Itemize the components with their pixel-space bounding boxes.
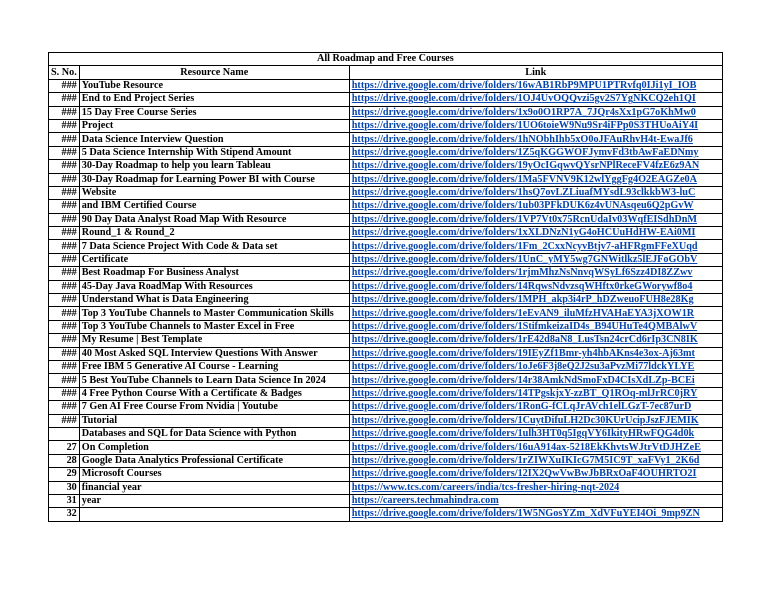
row-link[interactable]: https://drive.google.com/drive/folders/1RonG-fCLqJrAVch1elLGzT-7ec87urD bbox=[349, 401, 722, 414]
row-resource-name: Microsoft Courses bbox=[79, 468, 349, 481]
row-resource-name: YouTube Resource bbox=[79, 79, 349, 92]
row-resource-name: On Completion bbox=[79, 441, 349, 454]
row-link[interactable]: https://drive.google.com/drive/folders/1MPH_akp3i4rP_hDZweuoFUH8e28Kg bbox=[349, 294, 722, 307]
table-row bbox=[49, 508, 723, 521]
table-row bbox=[49, 79, 723, 92]
table-row bbox=[49, 320, 723, 333]
table-row bbox=[49, 360, 723, 373]
row-resource-name: 5 Data Science Internship With Stipend Amount bbox=[79, 146, 349, 159]
row-sno: ### bbox=[49, 360, 80, 373]
table-row bbox=[49, 253, 723, 266]
row-resource-name: Tutorial bbox=[79, 414, 349, 427]
row-resource-name: Understand What is Data Engineering bbox=[79, 294, 349, 307]
row-sno: ### bbox=[49, 253, 80, 266]
table-row bbox=[49, 240, 723, 253]
row-resource-name: Website bbox=[79, 186, 349, 199]
row-link[interactable]: https://drive.google.com/drive/folders/1rjmMhzNsNnvqWSyLf6Szz4DI8ZZwv bbox=[349, 267, 722, 280]
table-row bbox=[49, 186, 723, 199]
table-row bbox=[49, 133, 723, 146]
row-resource-name: Best Roadmap For Business Analyst bbox=[79, 267, 349, 280]
row-resource-name: Databases and SQL for Data Science with Python bbox=[79, 427, 349, 440]
row-link[interactable]: https://drive.google.com/drive/folders/14r38AmkNdSmoFxD4CIsXdLZp-BCEi bbox=[349, 374, 722, 387]
row-resource-name: Free IBM 5 Generative AI Course - Learning bbox=[79, 360, 349, 373]
row-link[interactable]: https://drive.google.com/drive/folders/1CuytDifuLH2Dc30KUrUcipJszFJEMIK bbox=[349, 414, 722, 427]
table-row bbox=[49, 146, 723, 159]
row-sno: 27 bbox=[49, 441, 80, 454]
row-link[interactable]: https://drive.google.com/drive/folders/1oJe6F3j8eQ2J2su3aPvzMi77ldckYLYE bbox=[349, 360, 722, 373]
row-link[interactable]: https://drive.google.com/drive/folders/1x9o0O1RP7A_7JQr4sXx1pG7oKhMw0 bbox=[349, 106, 722, 119]
resource-table bbox=[48, 52, 723, 522]
row-sno: ### bbox=[49, 79, 80, 92]
header-sno: S. No. bbox=[49, 66, 80, 79]
row-resource-name: 90 Day Data Analyst Road Map With Resource bbox=[79, 213, 349, 226]
table-row bbox=[49, 227, 723, 240]
row-link[interactable]: https://drive.google.com/drive/folders/14TPgskjxY-zzBT_Q1ROq-mlJrRC0jRY bbox=[349, 387, 722, 400]
table-row bbox=[49, 387, 723, 400]
row-resource-name bbox=[79, 508, 349, 521]
row-resource-name: Google Data Analytics Professional Certificate bbox=[79, 454, 349, 467]
row-sno: ### bbox=[49, 133, 80, 146]
header-row bbox=[49, 66, 723, 79]
row-resource-name: 7 Data Science Project With Code & Data set bbox=[79, 240, 349, 253]
row-sno bbox=[49, 427, 80, 440]
row-resource-name: Data Science Interview Question bbox=[79, 133, 349, 146]
row-sno: ### bbox=[49, 320, 80, 333]
row-resource-name: financial year bbox=[79, 481, 349, 494]
row-link[interactable]: https://drive.google.com/drive/folders/1eEvAN9_iluMfzHVAHaEYA3jXOW1R bbox=[349, 307, 722, 320]
row-sno: 31 bbox=[49, 494, 80, 507]
title-row bbox=[49, 53, 723, 66]
row-sno: ### bbox=[49, 240, 80, 253]
row-resource-name: year bbox=[79, 494, 349, 507]
row-resource-name: End to End Project Series bbox=[79, 93, 349, 106]
row-sno: 32 bbox=[49, 508, 80, 521]
header-link: Link bbox=[349, 66, 722, 79]
row-link[interactable]: https://drive.google.com/drive/folders/19yOcIGqwvQYsrNPlReceFV4fzE6z9AN bbox=[349, 160, 722, 173]
row-sno: ### bbox=[49, 173, 80, 186]
table-row bbox=[49, 213, 723, 226]
table-title: All Roadmap and Free Courses bbox=[49, 53, 723, 66]
row-sno: ### bbox=[49, 213, 80, 226]
table-row bbox=[49, 347, 723, 360]
row-link[interactable]: https://drive.google.com/drive/folders/1UO6toieW9Nu9Sr4iFPp0S3THUoAiY4I bbox=[349, 119, 722, 132]
table-row bbox=[49, 160, 723, 173]
row-sno: 28 bbox=[49, 454, 80, 467]
row-link[interactable]: https://drive.google.com/drive/folders/1OJ4UvOQQvzi5gv2S7YgNKCQ2eh1QI bbox=[349, 93, 722, 106]
row-sno: ### bbox=[49, 294, 80, 307]
row-sno: ### bbox=[49, 401, 80, 414]
row-resource-name: Round_1 & Round_2 bbox=[79, 227, 349, 240]
row-sno: ### bbox=[49, 374, 80, 387]
table-row bbox=[49, 280, 723, 293]
row-resource-name: 7 Gen AI Free Course From Nvidia | Youtube bbox=[79, 401, 349, 414]
row-sno: ### bbox=[49, 227, 80, 240]
table-row bbox=[49, 334, 723, 347]
table-row bbox=[49, 374, 723, 387]
row-resource-name: 45-Day Java RoadMap With Resources bbox=[79, 280, 349, 293]
row-link[interactable]: https://drive.google.com/drive/folders/1rZIWXuIKIcG7M5IC9T_xaFVy1_2K6d bbox=[349, 454, 722, 467]
row-link[interactable]: https://drive.google.com/drive/folders/1ulh3HT0q5IgqVY6IkityHRwFQG4d0k bbox=[349, 427, 722, 440]
row-sno: ### bbox=[49, 146, 80, 159]
row-resource-name: Top 3 YouTube Channels to Master Excel in Free bbox=[79, 320, 349, 333]
row-resource-name: 5 Best YouTube Channels to Learn Data Science In 2024 bbox=[79, 374, 349, 387]
row-link[interactable]: https://drive.google.com/drive/folders/1hsQ7ovLZLiuafMYsdL93clkkbW3-luC bbox=[349, 186, 722, 199]
row-sno: ### bbox=[49, 267, 80, 280]
table-row bbox=[49, 414, 723, 427]
row-link[interactable]: https://drive.google.com/drive/folders/1UnC_yMY5wg7GNWitlkz5lEJFoGObV bbox=[349, 253, 722, 266]
row-sno: ### bbox=[49, 347, 80, 360]
row-sno: ### bbox=[49, 119, 80, 132]
row-link[interactable]: https://drive.google.com/drive/folders/1Ma5FVNV9K12wlYggFg4O2EAGZe0A bbox=[349, 173, 722, 186]
row-sno: ### bbox=[49, 106, 80, 119]
row-sno: 30 bbox=[49, 481, 80, 494]
row-resource-name: 30-Day Roadmap for Learning Power BI with Course bbox=[79, 173, 349, 186]
row-link[interactable]: https://drive.google.com/drive/folders/1rE42d8aN8_LusTsn24crCd6rIp3CN8IK bbox=[349, 334, 722, 347]
row-resource-name: Project bbox=[79, 119, 349, 132]
table-row bbox=[49, 401, 723, 414]
table-row bbox=[49, 468, 723, 481]
table-row bbox=[49, 307, 723, 320]
row-resource-name: 30-Day Roadmap to help you learn Tableau bbox=[79, 160, 349, 173]
row-resource-name: Top 3 YouTube Channels to Master Communication Skills bbox=[79, 307, 349, 320]
row-link[interactable]: https://drive.google.com/drive/folders/16wAB1RbP9MPU1PTRvfq0IJi1yI_IOB bbox=[349, 79, 722, 92]
table-row bbox=[49, 441, 723, 454]
table-row bbox=[49, 267, 723, 280]
row-resource-name: Certificate bbox=[79, 253, 349, 266]
row-sno: ### bbox=[49, 93, 80, 106]
header-resource-name: Resource Name bbox=[79, 66, 349, 79]
row-link[interactable]: https://drive.google.com/drive/folders/1xXLDNzN1yG4oHCUuHdHW-EAi0MI bbox=[349, 227, 722, 240]
row-sno: ### bbox=[49, 387, 80, 400]
table-row bbox=[49, 294, 723, 307]
table-row bbox=[49, 173, 723, 186]
row-link[interactable]: https://drive.google.com/drive/folders/12IX2QwVwBwJbBRxOaF4OUHRTO2I bbox=[349, 468, 722, 481]
row-link[interactable]: https://www.tcs.com/careers/india/tcs-fresher-hiring-nqt-2024 bbox=[349, 481, 722, 494]
row-sno: 29 bbox=[49, 468, 80, 481]
row-link[interactable]: https://drive.google.com/drive/folders/19IEyZf1Bmr-yh4hbAKns4e3ox-Aj63mt bbox=[349, 347, 722, 360]
row-link[interactable]: https://drive.google.com/drive/folders/1W5NGosYZm_XdVFuYEI4Oi_9mp9ZN bbox=[349, 508, 722, 521]
row-sno: ### bbox=[49, 160, 80, 173]
table-row bbox=[49, 481, 723, 494]
table-row bbox=[49, 106, 723, 119]
row-sno: ### bbox=[49, 200, 80, 213]
row-sno: ### bbox=[49, 280, 80, 293]
table-row bbox=[49, 200, 723, 213]
row-resource-name: and IBM Certified Course bbox=[79, 200, 349, 213]
row-sno: ### bbox=[49, 307, 80, 320]
table-row bbox=[49, 427, 723, 440]
row-link[interactable]: https://drive.google.com/drive/folders/14RqwsNdvzsqWHftx0rkeGWorywf8o4 bbox=[349, 280, 722, 293]
row-link[interactable]: https://drive.google.com/drive/folders/1Z5qKGGWOFJymvFd3tbAwFaEDNmy bbox=[349, 146, 722, 159]
table-row bbox=[49, 93, 723, 106]
table-row bbox=[49, 119, 723, 132]
row-sno: ### bbox=[49, 334, 80, 347]
row-link[interactable]: https://drive.google.com/drive/folders/1hNObhIhb5xO0oJFAuRhvH4t-EwaJf6 bbox=[349, 133, 722, 146]
row-link[interactable]: https://drive.google.com/drive/folders/1Fm_2CxxNcyvBtjv7-aHFRgmFFeXUqd bbox=[349, 240, 722, 253]
spreadsheet bbox=[48, 52, 723, 522]
table-row bbox=[49, 494, 723, 507]
row-sno: ### bbox=[49, 414, 80, 427]
row-link[interactable]: https://drive.google.com/drive/folders/1VP7Vt0x75RcnUdaIv03WqfEISdhDnM bbox=[349, 213, 722, 226]
row-resource-name: 4 Free Python Course With a Certificate & Badges bbox=[79, 387, 349, 400]
row-resource-name: My Resume | Best Template bbox=[79, 334, 349, 347]
row-link[interactable]: https://drive.google.com/drive/folders/16uA914ax-5218EkKhvtsWJtrVtDJHZeE bbox=[349, 441, 722, 454]
row-link[interactable]: https://drive.google.com/drive/folders/1ub03PFkDUK6z4vUNAsqeu6Q2pGvW bbox=[349, 200, 722, 213]
row-resource-name: 40 Most Asked SQL Interview Questions With Answer bbox=[79, 347, 349, 360]
table-row bbox=[49, 454, 723, 467]
row-link[interactable]: https://careers.techmahindra.com bbox=[349, 494, 722, 507]
row-resource-name: 15 Day Free Course Series bbox=[79, 106, 349, 119]
row-sno: ### bbox=[49, 186, 80, 199]
row-link[interactable]: https://drive.google.com/drive/folders/1StifmkeizaID4s_B94UHuTe4QMBAlwV bbox=[349, 320, 722, 333]
